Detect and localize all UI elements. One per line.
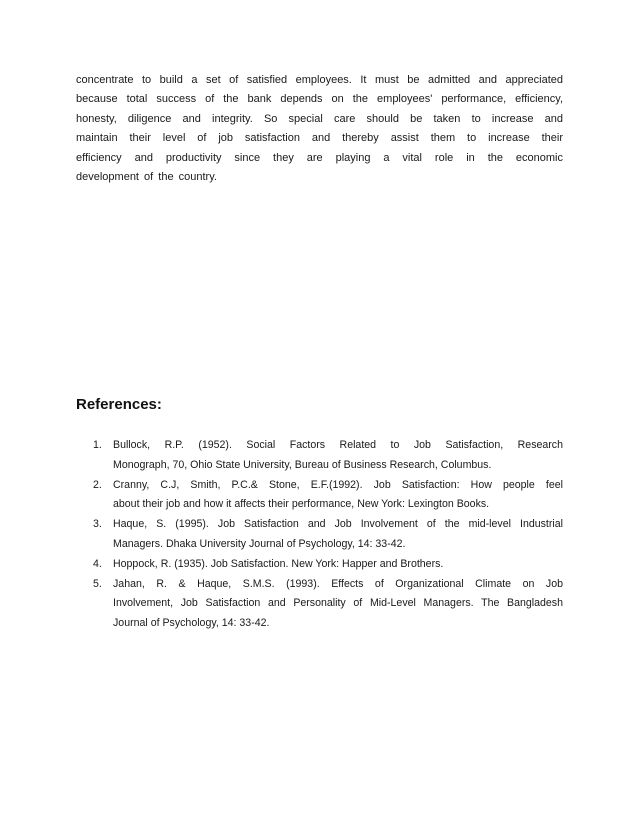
reference-item (93, 575, 563, 634)
reference-line: Jahan, R. & Haque, S.M.S. (1993). Effects of Organizational Climate on Job (113, 577, 563, 590)
reference-item (93, 436, 563, 476)
reference-number: 2. (93, 478, 102, 491)
paragraph-line: honesty, diligence and integrity. So special care should be taken to increase and (76, 112, 563, 125)
reference-line: Hoppock, R. (1935). Job Satisfaction. New York: Happer and Brothers. (113, 557, 444, 570)
reference-line: Bullock, R.P. (1952). Social Factors Related to Job Satisfaction, Research (113, 439, 563, 451)
reference-line: about their job and how it affects their performance, New York: Lexington Books. (113, 498, 490, 511)
reference-line: Journal of Psychology, 14: 33-42. (113, 617, 270, 630)
reference-number: 3. (93, 518, 102, 531)
reference-number: 5. (93, 577, 102, 590)
paragraph-line: maintain their level of job satisfaction and thereby assist them to increase their (76, 132, 563, 145)
reference-number: 1. (93, 439, 102, 451)
references-heading: References: (76, 396, 162, 413)
reference-number: 4. (93, 557, 102, 570)
reference-item (93, 476, 563, 516)
paragraph-line: efficiency and productivity since they are playing a vital role in the economic (76, 151, 563, 164)
body-paragraph (76, 71, 563, 187)
paragraph-line: development of the country. (76, 171, 217, 184)
reference-line: Monograph, 70, Ohio State University, Bureau of Business Research, Columbus. (113, 458, 492, 471)
references-list (93, 436, 563, 634)
reference-line: Cranny, C.J, Smith, P.C.& Stone, E.F.(1992). Job Satisfaction: How people feel (113, 478, 563, 491)
reference-item (93, 555, 563, 575)
reference-line: Managers. Dhaka University Journal of Psychology, 14: 33-42. (113, 537, 406, 550)
paragraph-line: because total success of the bank depends on the employees' performance, efficiency, (76, 93, 563, 106)
reference-line: Involvement, Job Satisfaction and Personality of Mid-Level Managers. The Bangladesh (113, 597, 563, 610)
paragraph-line: concentrate to build a set of satisfied employees. It must be admitted and appreciated (76, 74, 563, 86)
reference-item (93, 515, 563, 555)
reference-line: Haque, S. (1995). Job Satisfaction and Job Involvement of the mid-level Industrial (113, 518, 563, 531)
